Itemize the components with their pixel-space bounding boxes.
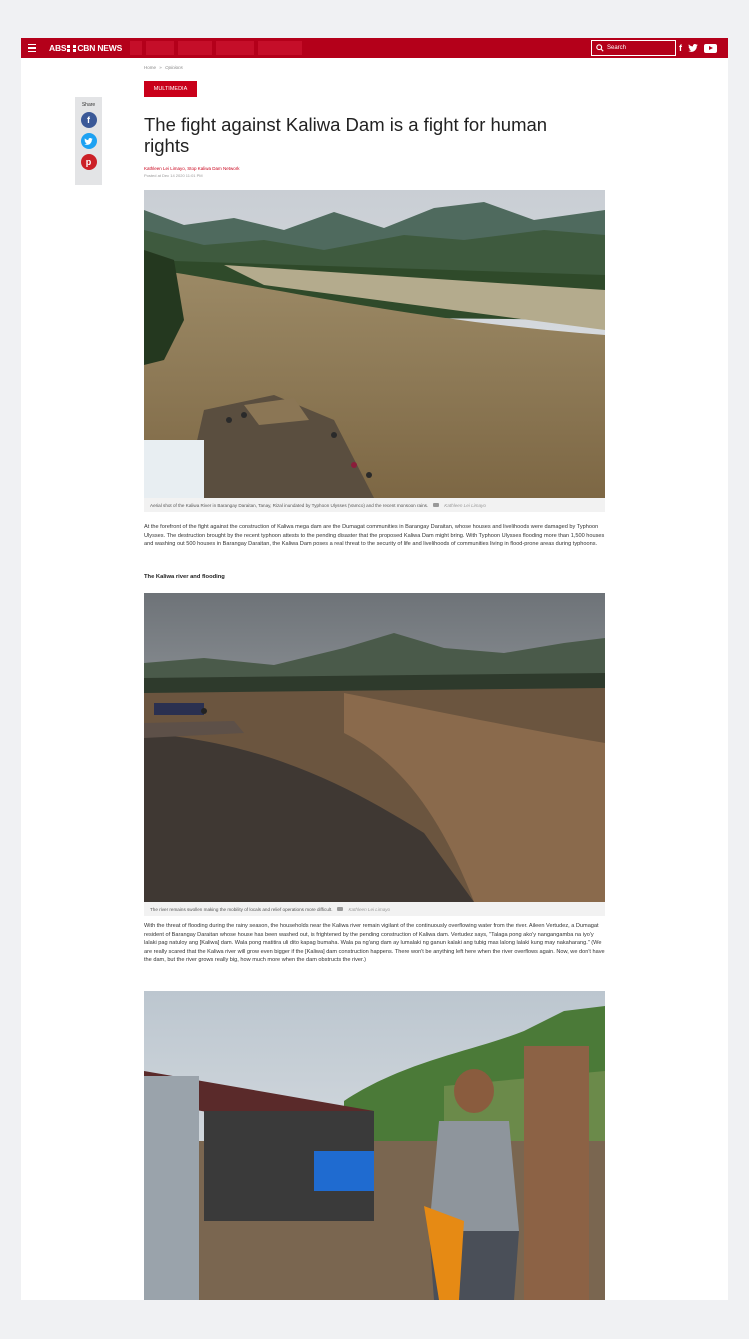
facebook-icon: f xyxy=(87,115,90,125)
social-links-top xyxy=(679,38,717,58)
article-byline[interactable]: Kathleen Lei Limayo, Stop Kaliwa Dam Network xyxy=(144,166,240,171)
twitter-icon xyxy=(84,138,93,145)
nav-item[interactable] xyxy=(216,41,254,55)
top-navbar xyxy=(21,38,728,58)
photo-credit: Kathleen Lei Limayo xyxy=(444,502,486,508)
article-photo-aerial-river[interactable] xyxy=(144,190,605,498)
nav-item[interactable] xyxy=(178,41,212,55)
share-pinterest-button[interactable] xyxy=(81,154,97,170)
nav-item[interactable] xyxy=(146,41,174,55)
breadcrumb-home[interactable]: Home xyxy=(144,65,157,70)
photo-caption xyxy=(144,902,605,916)
article-title: The fight against Kaliwa Dam is a fight for human rights xyxy=(144,114,548,156)
caption-text: Aerial shot of the Kaliwa River in Barangay Daraitan, Tanay, Rizal inundated by Typhoon Ulysses (Vamco) and the recent monsoon rains. xyxy=(150,502,429,508)
breadcrumb xyxy=(144,65,183,70)
article-photo-resident-portrait[interactable] xyxy=(144,991,605,1300)
breadcrumb-separator: » xyxy=(159,65,162,70)
search-placeholder: Search xyxy=(607,45,627,51)
share-sidebar xyxy=(75,97,102,185)
pinterest-icon: p xyxy=(85,157,92,167)
caption-text: The river remains swollen making the mobility of locals and relief operations more difficult. xyxy=(150,906,333,912)
logo-mark-icon xyxy=(67,45,76,52)
article-photo-swollen-river[interactable] xyxy=(144,593,605,902)
search-icon xyxy=(596,44,604,52)
photo-credit: Kathleen Lei Limayo xyxy=(348,906,391,912)
share-twitter-button[interactable] xyxy=(81,133,97,149)
article-paragraph: With the threat of flooding during the rainy season, the households near the Kaliwa river remain vigilant of the continuously overflowing water from the river. Aileen Vertudez, a Dumagat resident of Barangay Daraitan whose house has been washed out, is frightened by the pending construction of Kaliwa dam. Vertudez says, "Talaga pong ako'y nangangamba na iyo'y lalaki pag natuloy ang [Kaliwa] dam. Wala pong matitira uli dito kapag bumaha. Wala pa ng'ang dam ay lumalaki ng ganun kalaki ang tubig mas lalong lalaki kung may nakaharang." (We are really scared that the Kaliwa river will grow even bigger if the [Kaliwa] dam construction happens. There won't be anything left here when the river overflows again. Now, we don't have the dam, but the river grows really big, how much more when the dam obstructs the river.) xyxy=(144,923,605,964)
nav-item[interactable] xyxy=(258,41,302,55)
nav-item[interactable] xyxy=(130,41,142,55)
facebook-icon[interactable]: f xyxy=(679,43,682,53)
camera-icon xyxy=(433,503,439,507)
breadcrumb-opinions[interactable]: Opinions xyxy=(165,65,183,70)
search-input[interactable] xyxy=(591,40,676,56)
article-subheading: The Kaliwa river and flooding xyxy=(144,574,225,580)
article-paragraph: At the forefront of the fight against the construction of Kaliwa mega dam are the Dumagat communities in Barangay Daraitan, whose houses and livelihoods were damaged by Typhoon Ulysses. The destruction brought by the recent typhoon attests to the pending disaster that the proposed Kaliwa Dam might bring. With Typhoon Ulysses flooding more than 1,500 houses and washing out 500 houses in Barangay Daraitan, the Kaliwa Dam poses a real threat to the security of life and livelihoods of communities living in flood-prone areas during typhoons. xyxy=(144,524,605,548)
nav-menu-placeholders xyxy=(130,41,302,55)
menu-icon[interactable] xyxy=(21,38,43,58)
page xyxy=(21,38,728,1300)
logo-text-right: CBN NEWS xyxy=(77,43,123,53)
camera-icon xyxy=(337,907,343,911)
youtube-icon[interactable] xyxy=(704,44,717,53)
abs-cbn-logo[interactable] xyxy=(49,43,122,53)
share-label: Share xyxy=(81,102,96,108)
posted-timestamp: Posted at Dec 14 2020 11:01 PM xyxy=(144,173,203,178)
twitter-icon[interactable] xyxy=(688,44,698,52)
photo-caption xyxy=(144,498,605,512)
share-facebook-button[interactable] xyxy=(81,112,97,128)
logo-text-left: ABS xyxy=(49,43,67,53)
section-badge[interactable]: MULTIMEDIA xyxy=(144,81,197,97)
